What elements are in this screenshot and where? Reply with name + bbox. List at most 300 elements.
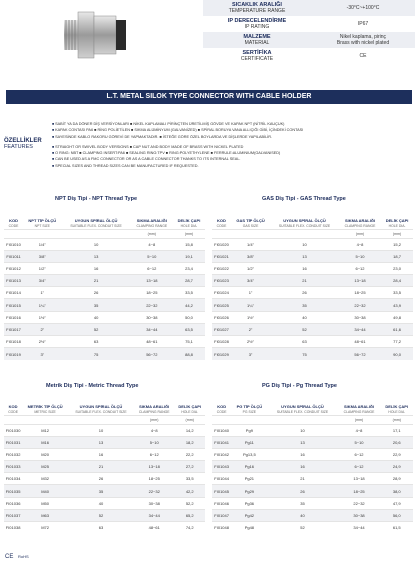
unit-cell (231, 229, 270, 238)
table-cell: FI01038 (4, 522, 22, 534)
table-cell: 22,2 (174, 448, 205, 460)
spec-value (311, 16, 415, 32)
spec-key-en: CERTIFICATE (240, 56, 274, 62)
column-header (173, 203, 205, 229)
header-row (4, 203, 205, 229)
column-header-tr: DELİK ÇAPI (385, 404, 409, 410)
table-cell: Pg36 (231, 497, 267, 509)
table-cell: 21 (267, 473, 337, 485)
table-cell: 2½" (231, 336, 270, 348)
table-cell: 30~38 (134, 497, 174, 509)
table-cell: 48~61 (339, 336, 381, 348)
table-cell: FI01028 (212, 336, 231, 348)
table-cell: FI01033 (4, 461, 22, 473)
table-cell: 1" (231, 287, 270, 299)
table-cell: 5~10 (339, 250, 381, 262)
table-cell: 75 (270, 348, 339, 360)
table-cell: FI01013 (4, 275, 23, 287)
table-row (212, 497, 413, 509)
unit-cell (212, 229, 231, 238)
table-cell: FI01031 (4, 436, 22, 448)
table-row (212, 424, 413, 436)
table-cell: FI01037 (4, 509, 22, 521)
unit-cell (4, 229, 23, 238)
table-cell: 21 (62, 275, 131, 287)
column-header-tr: KOD (8, 404, 18, 410)
column-header-en: GAS SIZE (242, 223, 259, 228)
rohs-mark: RoHS (18, 554, 29, 559)
table-cell: 44,2 (173, 299, 205, 311)
table-cell: FI01019 (4, 348, 23, 360)
table-cell: 3/4" (23, 275, 62, 287)
features-label-en: FEATURES (4, 144, 33, 150)
table-cell: 34~44 (339, 323, 381, 335)
column-header-tr: UYGUN SPİRAL ÖLÇÜ (281, 404, 324, 410)
column-header-tr: UYGUN SPİRAL ÖLÇÜ (283, 218, 326, 224)
table-cell: 24,9 (381, 461, 413, 473)
unit-cell: (mm) (339, 229, 381, 238)
table-cell: 34~44 (338, 522, 381, 534)
column-header-en: NPT SIZE (34, 223, 50, 228)
table-cell: FI01036 (4, 497, 22, 509)
table-cell: 1½" (231, 311, 270, 323)
table-cell: M16 (22, 436, 68, 448)
table-cell: FI01020 (212, 238, 231, 250)
unit-cell: (mm) (174, 415, 205, 424)
table-cell: 26 (270, 287, 339, 299)
table-cell: 40 (68, 497, 134, 509)
column-header-en: CLAMPING RANGE (136, 223, 168, 228)
table-cell: 18~25 (338, 485, 381, 497)
table-cell: 1" (23, 287, 62, 299)
spec-row (203, 48, 415, 64)
table-cell: 22,9 (381, 448, 413, 460)
column-header (339, 203, 381, 229)
table-cell: 5~10 (131, 250, 173, 262)
table-cell: FI01048 (212, 522, 231, 534)
table-cell: 52 (270, 323, 339, 335)
column-header (174, 389, 205, 415)
table-row (4, 262, 205, 274)
table-row (4, 485, 205, 497)
header-row (212, 203, 413, 229)
table-row (212, 323, 413, 335)
table-cell: 13 (62, 250, 131, 262)
feature-line: ■ SPECIAL SIZES AND THREAD SIZES CAN BE MANUFACTURED IF REQUESTED. (52, 163, 414, 169)
column-header-en: CLAMPING RANGE (344, 223, 376, 228)
unit-row (4, 229, 205, 238)
column-header-en: CODE (216, 223, 227, 228)
table-row (212, 311, 413, 323)
table-cell: 3/4" (231, 275, 270, 287)
table-cell: 10 (62, 238, 131, 250)
table-cell: 1½" (23, 311, 62, 323)
spec-row (203, 32, 415, 48)
unit-cell (270, 229, 339, 238)
table-cell: 52 (62, 323, 131, 335)
table-cell: 40 (267, 509, 337, 521)
column-header (131, 203, 173, 229)
spec-row (203, 16, 415, 32)
column-header (23, 203, 62, 229)
table-cell: 18,7 (381, 250, 413, 262)
table-cell: 23,4 (173, 262, 205, 274)
ce-mark: CE (5, 554, 14, 560)
table-cell: 10 (267, 424, 337, 436)
table-row (4, 509, 205, 521)
table-cell: M32 (22, 473, 68, 485)
table-cell: 13 (267, 436, 337, 448)
table-cell: 3" (23, 348, 62, 360)
table-cell: 48~61 (131, 336, 173, 348)
certification-marks (5, 554, 32, 560)
table-row (212, 461, 413, 473)
table-cell: 22~32 (339, 299, 381, 311)
table-cell: 63,5 (173, 323, 205, 335)
table-cell: 49,8 (381, 311, 413, 323)
table-cell: 4~8 (338, 424, 381, 436)
table-cell: Pg21 (231, 473, 267, 485)
table-cell: 13~18 (134, 461, 174, 473)
spec-value-text: IP67 (357, 21, 369, 27)
table-cell: 38,0 (381, 485, 413, 497)
table-row (4, 250, 205, 262)
column-header (68, 389, 134, 415)
table-cell: 26 (267, 485, 337, 497)
table-cell: 34~44 (131, 323, 173, 335)
table-cell: FI01029 (212, 348, 231, 360)
column-header (381, 203, 413, 229)
table-cell: FI01024 (212, 287, 231, 299)
table-cell: FI01045 (212, 485, 231, 497)
table-cell: M12 (22, 424, 68, 436)
table-row (4, 473, 205, 485)
column-header-tr: UYGUN SPİRAL ÖLÇÜ (79, 404, 123, 410)
unit-cell: (mm) (381, 229, 413, 238)
table-cell: 13 (270, 250, 339, 262)
feature-line: ■ SAYESİNDE KABLO RAKORU GÖREVİ DE YAPMAKTADIR. ■ İSTEĞE GÖRE ÖZEL BOYLARDA VE DİŞLERDE YAPILABİLİR. (52, 134, 414, 140)
table-cell: 15,2 (381, 238, 413, 250)
table-cell: 6~12 (338, 461, 381, 473)
table-cell: 74,2 (174, 522, 205, 534)
table-cell: 34~44 (134, 509, 174, 521)
table-cell: 40 (62, 311, 131, 323)
table-cell: 16 (62, 262, 131, 274)
table-row (212, 509, 413, 521)
table-cell: 4~8 (339, 238, 381, 250)
table-cell: Pg48 (231, 522, 267, 534)
table-cell: 21 (68, 461, 134, 473)
table-cell: 33,5 (381, 287, 413, 299)
gas-table (212, 203, 413, 360)
table-row (4, 238, 205, 250)
table-row (4, 522, 205, 534)
column-header-tr: KOD (217, 404, 227, 410)
unit-cell (212, 415, 231, 424)
table-cell: FI01046 (212, 497, 231, 509)
table-cell: 18~25 (131, 287, 173, 299)
column-header (231, 203, 270, 229)
table-cell: 20,6 (381, 436, 413, 448)
table-cell: 22~32 (134, 485, 174, 497)
unit-row (212, 229, 413, 238)
table-cell: Pg42 (231, 509, 267, 521)
table-cell: FI01030 (4, 424, 22, 436)
table-cell: 5~10 (134, 436, 174, 448)
table-cell: FI01043 (212, 461, 231, 473)
table-cell: 56~72 (131, 348, 173, 360)
table-row (4, 424, 205, 436)
features-en (52, 144, 414, 169)
table-cell: 35 (68, 485, 134, 497)
column-header-tr: SIKMA ARALIĞI (136, 218, 167, 224)
table-cell: M72 (22, 522, 68, 534)
column-header (267, 389, 337, 415)
column-header (62, 203, 131, 229)
table-cell: 77,2 (381, 336, 413, 348)
table-cell: 28,9 (381, 473, 413, 485)
table-cell: 16 (267, 448, 337, 460)
table-cell: 3/8" (23, 250, 62, 262)
spec-key-tr: SERTİFİKA (242, 50, 272, 56)
table-cell: 2" (231, 323, 270, 335)
column-header-tr: DELİK ÇAPI (178, 404, 202, 410)
column-header-en: SUITABLE FLEX. CONDUIT SIZE (276, 409, 329, 414)
column-header-en: PG SIZE (242, 409, 257, 414)
table-cell: 1/4" (23, 238, 62, 250)
table-cell: 6~12 (338, 448, 381, 460)
table-cell: 63 (62, 336, 131, 348)
table-cell: 88,8 (173, 348, 205, 360)
pg-table (212, 389, 413, 534)
table-cell: FI01016 (4, 311, 23, 323)
spec-key-en: IP RATING (244, 24, 270, 30)
column-header-tr: GAS TİP ÖLÇÜ (236, 218, 265, 224)
table-row (4, 348, 205, 360)
unit-cell (23, 229, 62, 238)
column-header-en: HOLE DIA. (180, 223, 198, 228)
table-cell: FI01040 (212, 424, 231, 436)
spec-value-text-en: Brass with nickel plated (336, 40, 390, 46)
column-header-tr: SIKMA ARALIĞI (139, 404, 170, 410)
spec-value-text: CE (359, 53, 367, 59)
column-header-en: SUITABLE FLEX. CONDUIT SIZE (75, 409, 127, 414)
table-cell: FI01042 (212, 448, 231, 460)
spec-key-en: TEMPERATURE RANGE (228, 8, 286, 14)
unit-cell (231, 415, 267, 424)
spec-key-en: MATERIAL (244, 40, 270, 46)
table-cell: 1¼" (23, 299, 62, 311)
column-header-en: CODE (216, 409, 227, 414)
table-row (4, 497, 205, 509)
feature-line: ■ STRAIGHT OR SWIVEL BODY VERSIONS ■ CAP NUT AND BODY MADE OF BRASS WITH NICKEL PLATED (52, 144, 414, 150)
spec-value (311, 0, 415, 16)
table-row (212, 250, 413, 262)
gas-table-title: GAS Diş Tipi - GAS Thread Type (262, 196, 346, 202)
spec-key (203, 32, 311, 48)
column-header-en: CODE (8, 409, 18, 414)
unit-cell (267, 415, 337, 424)
features-label (4, 138, 48, 150)
table-cell: FI01017 (4, 323, 23, 335)
spec-value (311, 48, 415, 64)
table-cell: FI01018 (4, 336, 23, 348)
table-cell: 52 (267, 522, 337, 534)
column-header-en: CODE (8, 223, 19, 228)
table-cell: 1/4" (231, 238, 270, 250)
table-cell: 17,1 (381, 424, 413, 436)
table-cell: 13~18 (131, 275, 173, 287)
column-header (212, 203, 231, 229)
table-cell: 18~25 (339, 287, 381, 299)
table-cell: 28,4 (381, 275, 413, 287)
table-cell: 56~72 (339, 348, 381, 360)
table-cell: 6~12 (339, 262, 381, 274)
feature-line: ■ KAPAK CONTASI PA6 ■ RİNG POLİETİLEN ■ SIKMA ALÜMİNYUM (GALVANİZED) ■ SPİRAL BORUYA VANA ALLIÇIĞI GİBİ, İÇİNDEKİ CONTASI (52, 127, 414, 133)
table-cell: 90,0 (381, 348, 413, 360)
table-cell: 3/8" (231, 250, 270, 262)
spec-key-tr: SICAKLIK ARALIĞI (232, 2, 282, 8)
table-cell: FI01015 (4, 299, 23, 311)
table-cell: 33,5 (173, 287, 205, 299)
table-cell: FI01022 (212, 262, 231, 274)
table-cell: 52,2 (174, 497, 205, 509)
column-header-en: CLAMPING RANGE (343, 409, 375, 414)
features-tr (52, 121, 414, 140)
column-header-tr: SIKMA ARALIĞI (344, 218, 376, 224)
column-header (381, 389, 413, 415)
table-row (4, 323, 205, 335)
spec-value (311, 32, 415, 48)
table-cell: 35 (267, 497, 337, 509)
table-row (4, 436, 205, 448)
column-header (4, 389, 22, 415)
unit-cell: (mm) (338, 415, 381, 424)
column-header (270, 203, 339, 229)
column-header-en: HOLE DIA. (388, 223, 406, 228)
table-cell: 65,2 (174, 509, 205, 521)
table-cell: M40 (22, 485, 68, 497)
table-cell: 30~38 (338, 509, 381, 521)
page-title: L.T. METAL SILOK TYPE CONNECTOR WITH CABLE HOLDER (6, 90, 412, 104)
table-cell: 18,2 (174, 436, 205, 448)
table-cell: 6~12 (131, 262, 173, 274)
feature-line: ■ CAN BE USED AS A FMC CONNECTOR OR AS A CABLE CONNECTOR THANKS TO ITS INTERNAL SEAL. (52, 156, 414, 162)
table-cell: 30~38 (131, 311, 173, 323)
column-header (4, 203, 23, 229)
table-cell: FI01035 (4, 485, 22, 497)
table-cell: 6~12 (134, 448, 174, 460)
table-cell: FI01034 (4, 473, 22, 485)
column-header-en: HOLE DIA. (388, 409, 406, 414)
table-cell: 4~8 (131, 238, 173, 250)
table-cell: 4~8 (134, 424, 174, 436)
metric-table (4, 389, 205, 534)
table-cell: M25 (22, 461, 68, 473)
table-row (212, 522, 413, 534)
table-cell: 27,2 (174, 461, 205, 473)
table-cell: 63 (68, 522, 134, 534)
header-row (4, 389, 205, 415)
table-cell: 43,9 (381, 299, 413, 311)
unit-row (4, 415, 205, 424)
table-row (4, 275, 205, 287)
table-cell: FI01014 (4, 287, 23, 299)
table-row (4, 311, 205, 323)
unit-cell (22, 415, 68, 424)
table-row (212, 448, 413, 460)
table-cell: 13~18 (339, 275, 381, 287)
npt-table-title: NPT Diş Tipi - NPT Thread Type (55, 196, 138, 202)
spec-row (203, 0, 415, 16)
table-row (212, 436, 413, 448)
table-cell: 13 (68, 436, 134, 448)
column-header-en: SUITABLE FLEX. CONDUIT SIZE (70, 223, 122, 228)
table-row (4, 299, 205, 311)
table-cell: 14,2 (174, 424, 205, 436)
table-cell: M50 (22, 497, 68, 509)
table-cell: 10 (270, 238, 339, 250)
table-row (4, 287, 205, 299)
table-row (4, 448, 205, 460)
table-cell: FI01025 (212, 299, 231, 311)
table-cell: 22~32 (131, 299, 173, 311)
table-cell: 47,9 (381, 497, 413, 509)
table-cell: 61,5 (381, 522, 413, 534)
spec-key-tr: MALZEME (243, 34, 271, 40)
table-cell: FI01032 (4, 448, 22, 460)
feature-line: ■ O RING: NBT ■ CLAMPING INSERT:PA6 ■ SEALING RING:TPV ■ RING:POLYETHYLENE ■ FERRULE:ALUMINIUM(GALVANISED) (52, 150, 414, 156)
table-cell: Pg16 (231, 461, 267, 473)
table-cell: 13~18 (338, 473, 381, 485)
table-cell: 1/2" (231, 262, 270, 274)
metric-table-title: Metrik Diş Tipi - Metric Thread Type (46, 383, 139, 389)
table-cell: 28,7 (173, 275, 205, 287)
unit-cell: (mm) (173, 229, 205, 238)
table-cell: 21 (270, 275, 339, 287)
spec-table (203, 0, 415, 64)
column-header-tr: DELİK ÇAPI (177, 218, 201, 224)
table-cell: FI01012 (4, 262, 23, 274)
table-cell: M63 (22, 509, 68, 521)
column-header-en: METRIC SIZE (34, 409, 56, 414)
column-header-tr: METRİK TİP ÖLÇÜ (27, 404, 63, 410)
column-header-en: HOLE DIA. (181, 409, 199, 414)
table-cell: 16 (68, 448, 134, 460)
table-cell: 10 (68, 424, 134, 436)
column-header-tr: DELİK ÇAPI (385, 218, 409, 224)
table-cell: 26 (68, 473, 134, 485)
unit-cell (62, 229, 131, 238)
column-header (22, 389, 68, 415)
table-cell: 35 (62, 299, 131, 311)
feature-line: ■ SABİT YA DA DÖNER DİŞ VERSİYONLARI ■ NİKEL KAPLAMALI PİRİNÇTEN ÜRETİLMİŞ GÖVDE VE KAPAK NPT (NİTRİL KAUÇUK) (52, 121, 414, 127)
spec-value-text: Nikel kaplama, pirinç (339, 34, 387, 40)
table-cell: FI01011 (4, 250, 23, 262)
table-cell: 16 (270, 262, 339, 274)
table-cell: Pg9 (231, 424, 267, 436)
spec-key-tr: IP DERECELENDİRME (227, 18, 287, 24)
unit-cell (4, 415, 22, 424)
npt-table (4, 203, 205, 360)
table-cell: FI01041 (212, 436, 231, 448)
table-cell: 1¼" (231, 299, 270, 311)
table-cell: FI01047 (212, 509, 231, 521)
table-row (4, 461, 205, 473)
header-row (212, 389, 413, 415)
table-cell: 26 (62, 287, 131, 299)
column-header (231, 389, 267, 415)
